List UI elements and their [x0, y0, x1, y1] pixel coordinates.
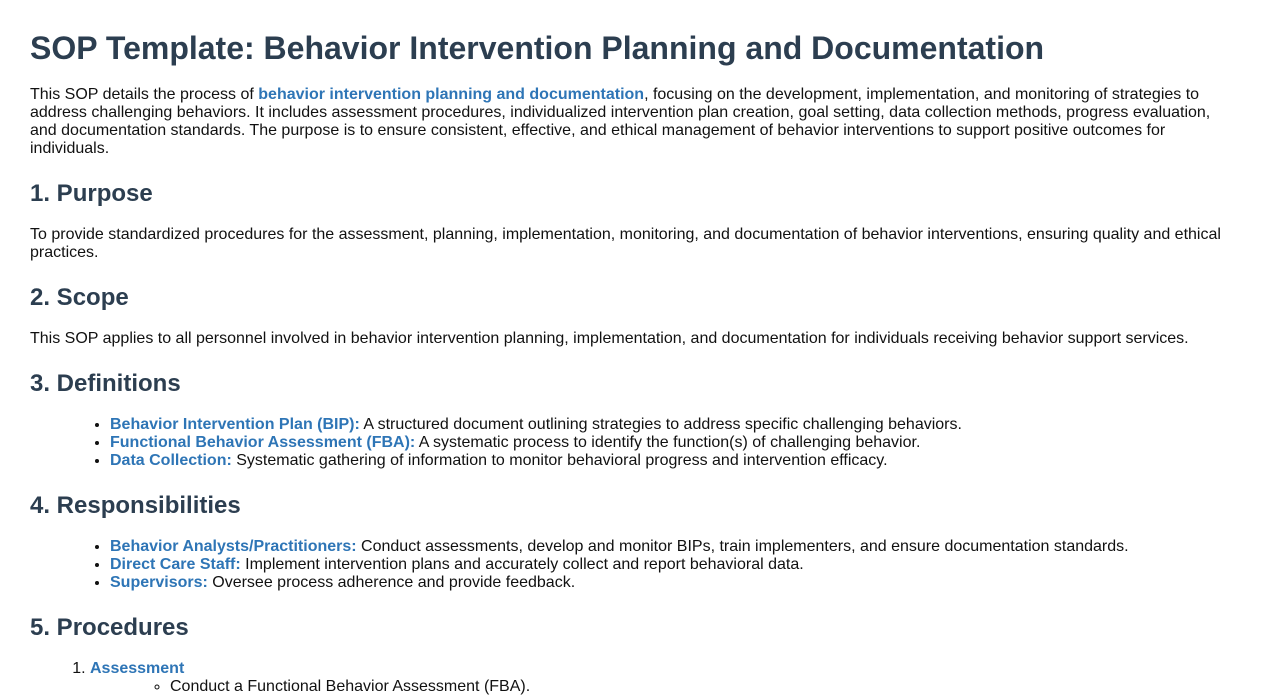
responsibilities-heading: 4. Responsibilities — [30, 492, 241, 519]
scope-heading: 2. Scope — [30, 284, 129, 311]
definition-desc: A systematic process to identify the function(s) of challenging behavior. — [415, 434, 921, 451]
definition-term: Data Collection: — [110, 452, 232, 469]
procedure-step-title: Assessment — [90, 660, 185, 677]
responsibility-item — [110, 556, 1233, 574]
definition-item — [110, 452, 1233, 470]
responsibility-role: Direct Care Staff: — [110, 556, 241, 573]
procedure-substep: ◦ Conduct a Functional Behavior Assessment (FBA). — [170, 678, 1233, 696]
intro-text-end: , focusing on the development, implementation, and monitoring of strategies to address challenging behaviors. It includes assessment procedures, individualized intervention plan creation, goal setting, data collection methods, progress evaluation, and documentation standards. The purpose is to ensure consistent, effective, and ethical management of behavior interventions to support positive outcomes for individuals. — [30, 86, 1211, 157]
purpose-text: To provide standardized procedures for the assessment, planning, implementation, monitoring, and documentation of behavior interventions, ensuring quality and ethical practices. — [30, 226, 1221, 261]
definition-item — [110, 416, 1233, 434]
definition-desc: A structured document outlining strategies to address specific challenging behaviors. — [359, 416, 962, 433]
responsibility-desc: Oversee process adherence and provide feedback. — [207, 574, 576, 591]
definitions-heading: 3. Definitions — [30, 370, 181, 397]
responsibility-role: Supervisors: — [110, 574, 208, 591]
responsibility-role: Behavior Analysts/Practitioners: — [110, 538, 357, 555]
responsibility-item — [110, 574, 1233, 592]
responsibility-item — [110, 538, 1233, 556]
definition-term: Functional Behavior Assessment (FBA): — [110, 434, 416, 451]
definition-item — [110, 434, 1233, 452]
definitions-list — [30, 416, 1233, 470]
responsibility-desc: Implement intervention plans and accurately collect and report behavioral data. — [240, 556, 804, 573]
intro-text-start: This SOP details the process of — [30, 86, 259, 103]
scope-text: This SOP applies to all personnel involved in behavior intervention planning, implementation, and documentation for individuals receiving behavior support services. — [30, 330, 1189, 347]
responsibility-desc: Conduct assessments, develop and monitor BIPs, train implementers, and ensure documentation standards. — [356, 538, 1129, 555]
procedures-heading: 5. Procedures — [30, 614, 189, 641]
purpose-heading: 1. Purpose — [30, 180, 153, 207]
procedures-list — [30, 660, 1233, 696]
definition-desc: Systematic gathering of information to monitor behavioral progress and intervention efficacy. — [231, 452, 888, 469]
procedure-substeps — [90, 678, 1233, 696]
intro-paragraph — [30, 86, 1233, 158]
definition-term: Behavior Intervention Plan (BIP): — [110, 416, 360, 433]
procedure-step — [90, 660, 1233, 696]
page-title: SOP Template: Behavior Intervention Planning and Documentation — [30, 30, 1045, 66]
responsibilities-list — [30, 538, 1233, 592]
intro-highlight: behavior intervention planning and documentation — [258, 86, 645, 103]
